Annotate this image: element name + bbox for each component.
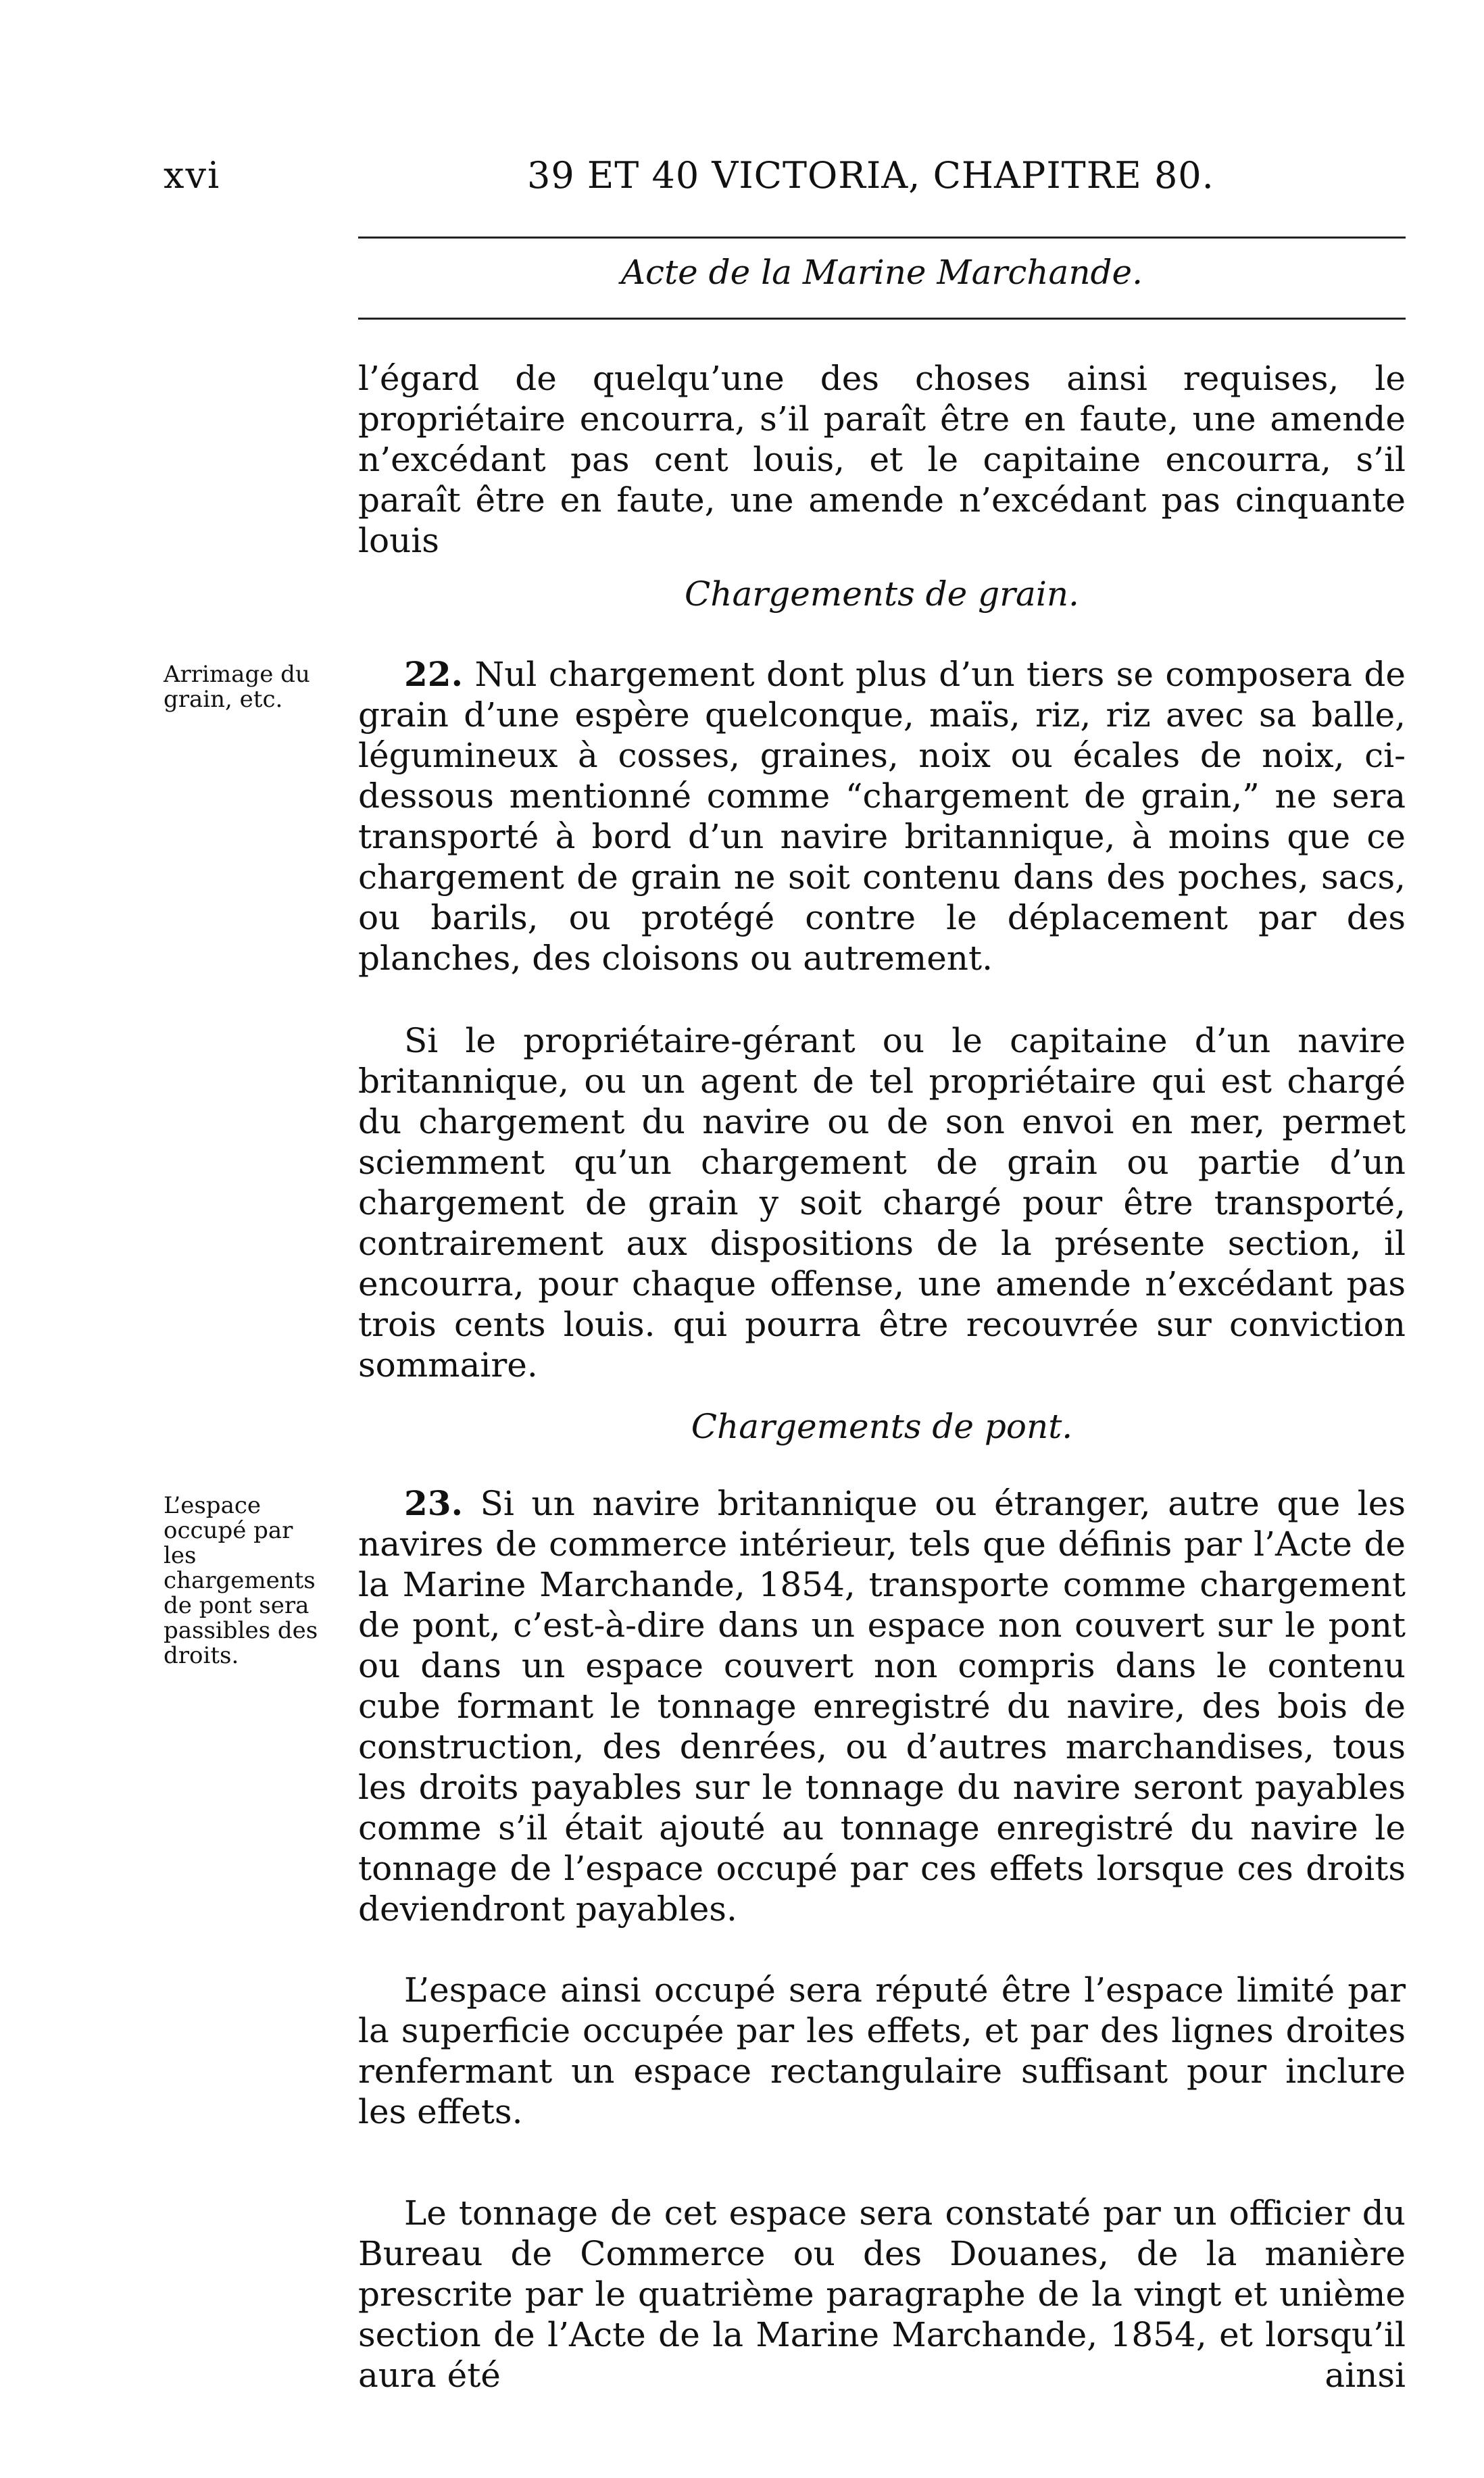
section-22-paragraph-1 [358,654,1406,978]
section-22-text: Nul chargement dont plus d’un tiers se composera de grain d’une espère quelconque, maïs, riz, riz avec sa balle, légumineux à cosses, graines, noix ou écales de noix, ci-dessous mentionné comme “chargement de grain,” ne sera transporté à bord d’un navire britannique, à moins que ce chargement de grain ne soit contenu dans des poches, sacs, ou barils, ou protégé contre le déplacement par des planches, des cloisons ou autrement. [358,655,1406,978]
section-23-text: Si un navire britannique ou étranger, autre que les navires de commerce intérieur, tels que définis par l’Acte de la Marine Marchande, 1854, transporte comme chargement de pont, c’est-à-dire dans un espace non couvert sur le pont ou dans un espace couvert non compris dans le contenu cube formant le tonnage enregistré du navire, des bois de construction, des denrées, ou d’autres marchandises, tous les droits payables sur le tonnage du navire seront payables comme s’il était ajouté au tonnage enregistré du navire le tonnage de l’espace occupé par ces effets lorsque ces droits deviendront payables. [358,1484,1406,1929]
catchword: ainsi [1325,2356,1406,2395]
heading-chargements-de-grain: Chargements de grain. [685,574,1079,614]
section-23-paragraph-1 [358,1483,1406,1929]
header-rule-bottom [358,318,1406,320]
section-22-paragraph-2: Si le propriétaire-gérant ou le capitaine d’un navire britannique, ou un agent de tel propriétaire qui est chargé du chargement du navire ou de son envoi en mer, permet sciemment qu’un chargement de grain ou partie d’un chargement de grain y soit chargé pour être transporté, contrairement aux dispositions de la présente section, il encourra, pour chaque offense, une amende n’excédant pas trois cents louis. qui pourra être recouvrée sur conviction sommaire. [358,1021,1406,1385]
section-23-paragraph-2: L’espace ainsi occupé sera réputé être l’espace limité par la superficie occupée par les effets, et par des lignes droites renfermant un espace rectangulaire suffisant pour inclure les effets. [358,1971,1406,2131]
margin-note-espace-occupe: L’espace occupé par les chargements de pont sera passibles des droits. [164,1492,318,1669]
opening-paragraph: l’égard de quelqu’une des choses ainsi requises, le propriétaire encourra, s’il paraît être en faute, une amende n’excédant pas cent louis, et le capitaine encourra, s’il paraît être en faute, une amende n’excédant pas cinquante louis [358,359,1406,560]
margin-note-arrimage: Arrimage du grain, etc. [164,661,310,713]
act-subtitle: Acte de la Marine Marchande. [620,253,1143,292]
section-number-23: 23. [404,1483,463,1523]
running-head: 39 ET 40 VICTORIA, CHAPITRE 80. [527,154,1214,197]
page-number: xvi [164,154,221,197]
header-rule-top [358,237,1406,239]
section-number-22: 22. [404,654,463,694]
heading-chargements-de-pont: Chargements de pont. [691,1407,1073,1446]
section-23-paragraph-3: Le tonnage de cet espace sera constaté par un officier du Bureau de Commerce ou des Douanes, de la manière prescrite par le quatrième paragraphe de la vingt et unième section de l’Acte de la Marine Marchande, 1854, et lorsqu’il aura été [358,2194,1406,2395]
